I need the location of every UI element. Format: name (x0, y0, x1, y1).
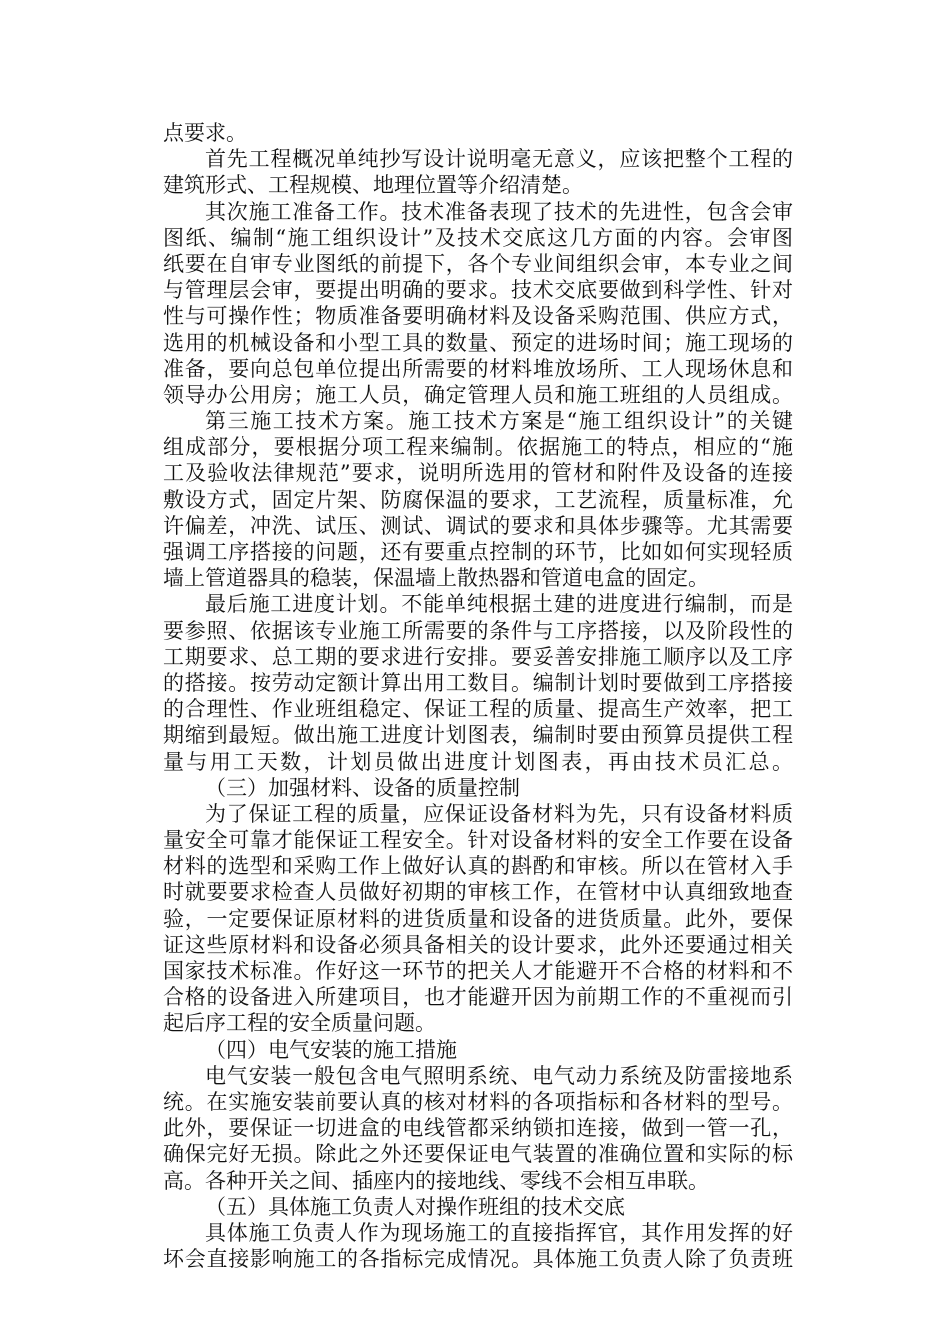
text-line: 统。在实施安装前要认真的核对材料的各项指标和各材料的型号。 (163, 1089, 793, 1114)
text-line: 量与用工天数，计划员做出进度计划图表，再由技术员汇总。 (163, 749, 793, 774)
text-line: （五）具体施工负责人对操作班组的技术交底 (205, 1194, 625, 1219)
text-line: 敷设方式，固定片架、防腐保温的要求，工艺流程，质量标准，允 (163, 487, 793, 512)
text-line: 最后施工进度计划。不能单纯根据土建的进度进行编制，而是 (205, 592, 793, 617)
text-line: 性与可操作性；物质准备要明确材料及设备采购范围、供应方式， (163, 304, 793, 329)
text-line: 要参照、依据该专业施工所需要的条件与工序搭接，以及阶段性的 (163, 618, 793, 643)
text-line: 点要求。 (163, 121, 247, 145)
text-line: 起后序工程的安全质量问题。 (163, 1011, 436, 1036)
text-line: 领导办公用房；施工人员，确定管理人员和施工班组的人员组成。 (163, 382, 793, 407)
text-line: 为了保证工程的质量，应保证设备材料为先，只有设备材料质 (205, 801, 793, 826)
text-line: 建筑形式、工程规模、地理位置等介绍清楚。 (163, 173, 583, 198)
text-line: 电气安装一般包含电气照明系统、电气动力系统及防雷接地系 (205, 1063, 793, 1088)
text-line: 与管理层会审，要提出明确的要求。技术交底要做到科学性、针对 (163, 278, 793, 303)
text-line: 确保完好无损。除此之外还要保证电气装置的准确位置和实际的标 (163, 1142, 793, 1167)
text-line: 验，一定要保证原材料的进货质量和设备的进货质量。此外，要保 (163, 906, 793, 931)
text-line: 坏会直接影响施工的各指标完成情况。具体施工负责人除了负责班 (163, 1247, 793, 1272)
text-line: 组成部分，要根据分项工程来编制。依据施工的特点，相应的“施 (163, 435, 793, 460)
text-line: 选用的机械设备和小型工具的数量、预定的进场时间；施工现场的 (163, 330, 793, 355)
text-line: 第三施工技术方案。施工技术方案是“施工组织设计”的关键 (205, 409, 793, 434)
text-line: 合格的设备进入所建项目，也才能避开因为前期工作的不重视而引 (163, 985, 793, 1010)
text-line: 纸要在自审专业图纸的前提下，各个专业间组织会审，本专业之间 (163, 251, 793, 276)
text-line: 图纸、编制“施工组织设计”及技术交底这几方面的内容。会审图 (163, 225, 793, 250)
text-line: 具体施工负责人作为现场施工的直接指挥官，其作用发挥的好 (205, 1220, 793, 1245)
text-line: 首先工程概况单纯抄写设计说明毫无意义，应该把整个工程的 (205, 147, 793, 172)
text-line: 工期要求、总工期的要求进行安排。要妥善安排施工顺序以及工序 (163, 644, 793, 669)
text-line: 时就要要求检查人员做好初期的审核工作，在管材中认真细致地查 (163, 880, 793, 905)
text-line: 此外，要保证一切进盒的电线管都采纳锁扣连接，做到一管一孔， (163, 1116, 793, 1141)
text-line: 量安全可靠才能保证工程安全。针对设备材料的安全工作要在设备 (163, 828, 793, 853)
text-line: 准备，要向总包单位提出所需要的材料堆放场所、工人现场休息和 (163, 356, 793, 381)
text-line: 工及验收法律规范”要求，说明所选用的管材和附件及设备的连接 (163, 461, 793, 486)
text-line: （三）加强材料、设备的质量控制 (205, 775, 520, 800)
text-line: 高。各种开关之间、插座内的接地线、零线不会相互串联。 (163, 1168, 709, 1193)
text-line: 许偏差，冲洗、试压、测试、调试的要求和具体步骤等。尤其需要 (163, 513, 793, 538)
document-body (163, 120, 793, 1272)
text-line: （四）电气安装的施工措施 (205, 1037, 457, 1062)
text-line: 其次施工准备工作。技术准备表现了技术的先进性，包含会审 (205, 199, 793, 224)
text-line: 材料的选型和采购工作上做好认真的斟酌和审核。所以在管材入手 (163, 854, 793, 879)
text-line: 强调工序搭接的问题，还有要重点控制的环节，比如如何实现轻质 (163, 540, 793, 564)
text-line: 的搭接。按劳动定额计算出用工数目。编制计划时要做到工序搭接 (163, 670, 793, 695)
text-line: 期缩到最短。做出施工进度计划图表，编制时要由预算员提供工程 (163, 723, 793, 748)
text-line: 国家技术标准。作好这一环节的把关人才能避开不合格的材料和不 (163, 959, 793, 983)
text-line: 的合理性、作业班组稳定、保证工程的质量、提高生产效率，把工 (163, 697, 793, 722)
text-line: 证这些原材料和设备必须具备相关的设计要求，此外还要通过相关 (163, 932, 793, 957)
text-line: 墙上管道器具的稳装，保温墙上散热器和管道电盒的固定。 (163, 566, 709, 591)
